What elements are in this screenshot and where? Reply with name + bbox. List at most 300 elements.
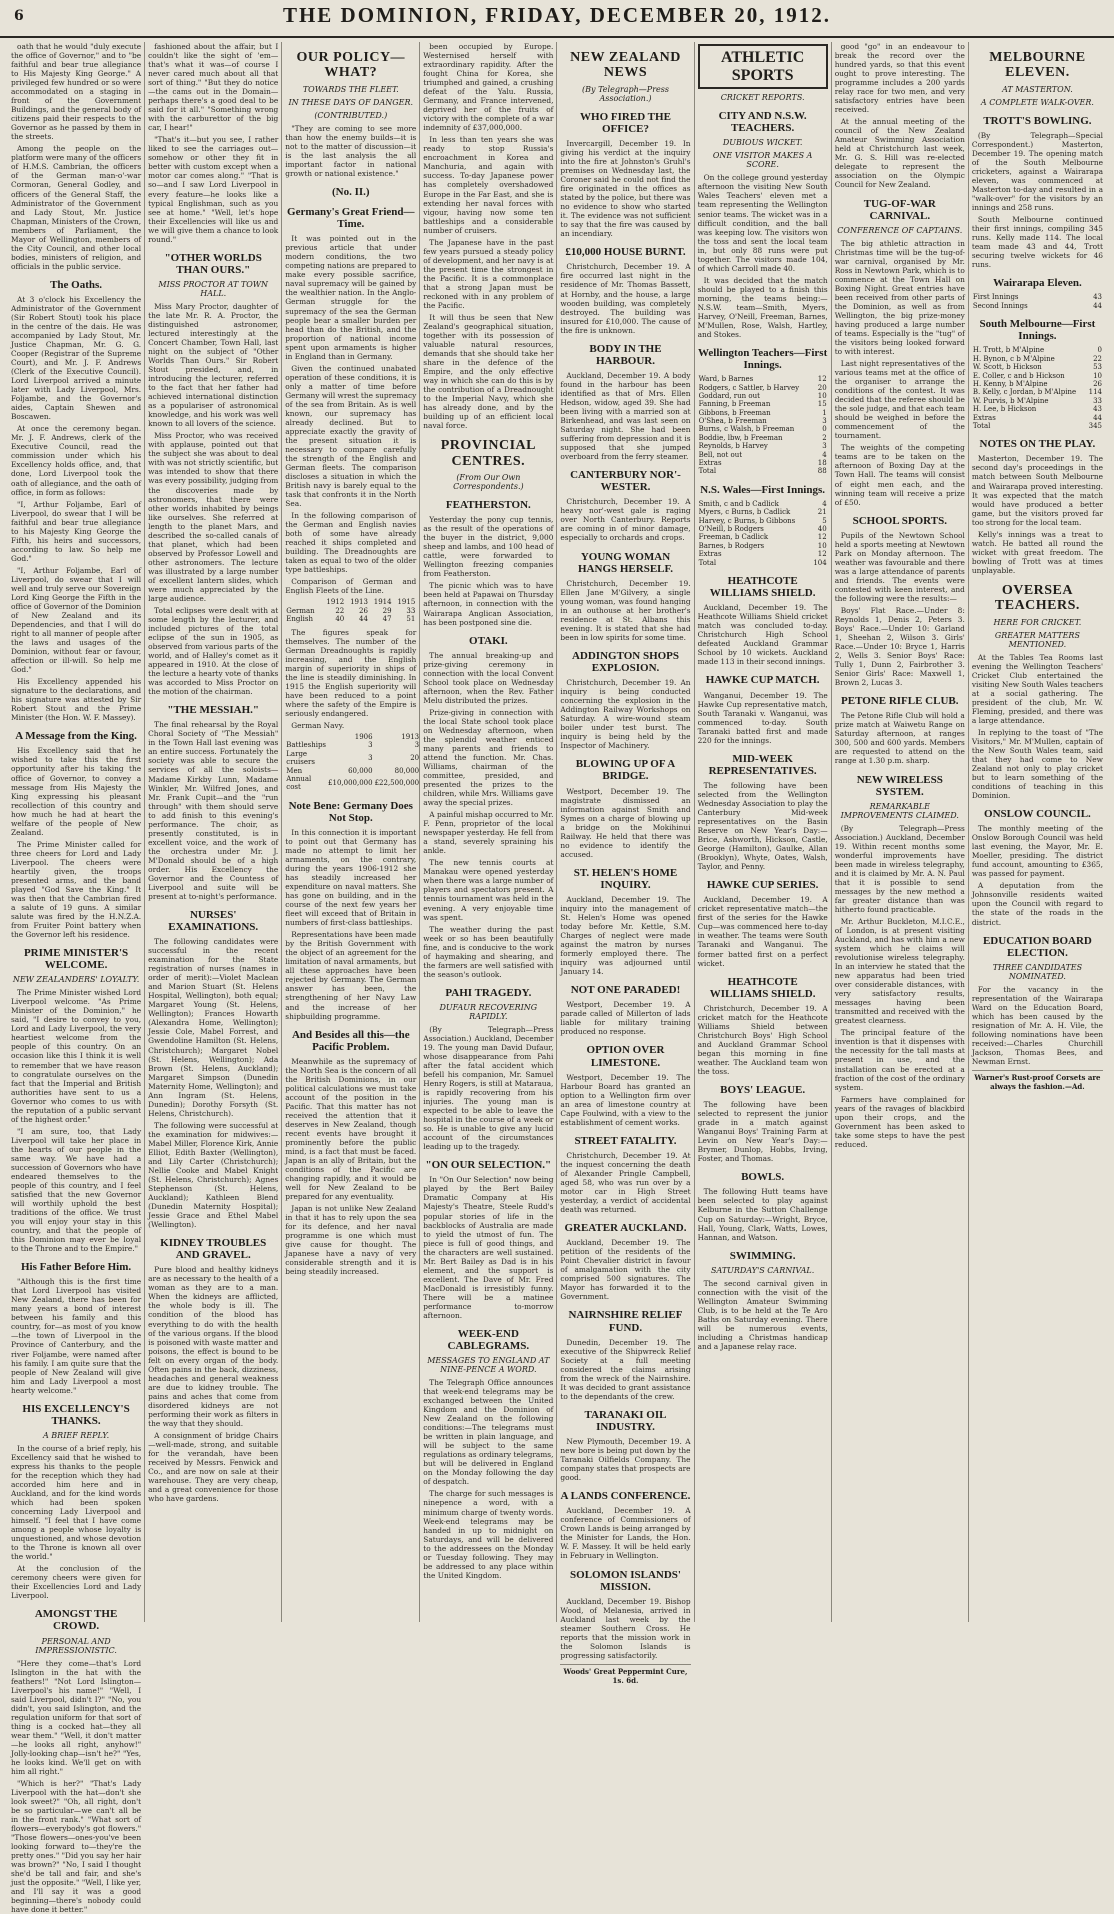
article-paragraph: A deputation from the Johnsonville residents waited upon the Council with regard to the state of the roads in the district. [971,881,1103,927]
article-paragraph: Japan is not unlike New Zealand in that it has to rely upon the sea for its defence, and her naval programme is one which must give cause for thought. The Japanese have a navy of very considerable strength and it is being steadily increased. [285,1204,417,1277]
table-cell: 43 [1093,405,1102,414]
headline: Wellington Teachers—First Innings. [698,346,828,372]
subheadline: REMARKABLE IMPROVEMENTS CLAIMED. [840,801,959,820]
article-paragraph: "Here they come—that's Lord Islington in the hat with the feathers!" "Not Lord Islington—Liverpool's his name!" "Well, I said Liverpool, didn't I?" "No, you didn't, you said Islington, and the regulation uniform for that sort of thing is a cocked hat—they all wear them." "Well, it don't matter—he looks all right, anyhow!" Jolly-looking chap—isn't he?" "Yes, he looks kind. We'll get on with him all right." [11,1658,142,1776]
table-row [285,615,416,623]
subheadline: TOWARDS THE FLEET. [302,84,399,94]
table-cell: 1914 [373,598,392,607]
table-row [972,405,1103,413]
article-paragraph: For the vacancy in the representation of the Wairarapa Ward on the Education Board, which has been caused by the resignation of Mr. A. H. Vile, the following nominations have been received:—Charles Churchill Jackson, Thomas Bees, and Newman Ernst. [971,984,1103,1066]
table-cell: Total [972,421,991,430]
table-row [698,392,828,400]
table-cell: £22,500,000 [374,779,420,788]
article-paragraph: The new tennis courts at Manakau were opened yesterday when there was a large number of players and spectators present. A tennis tournament was held in the evening. A very enjoyable time was spent. [423,858,554,922]
headline: Germany's Great Friend—Time. [287,206,415,231]
table-cell: 88 [817,467,827,476]
table-cell: German [286,606,315,615]
table-cell: 3 [822,417,827,426]
article-paragraph: It will thus be seen that New Zealand's geographical situation, together with its possession of valuable natural resources, demands that she should take her share in the defence of the Empire, and the only effective way in which she can do this is by the contribution of a Dreadnought to the Imperial Navy, which she has already done, and by the building up of an efficient local naval force. [423,312,554,431]
table-cell: 4 [822,450,827,459]
article-paragraph: The big athletic attraction in Christmas time will be the tug-of-war carnival, organised by Mr. Ross in Newtown Park, which is to commence at the Town Hall on Boxing Night. Great entries have been received from other parts of the Dominion, as well as from Wellington, the big prize-money having produced a large number of teams. Especially is the "tug" of the visitors being looked forward to with interest. [834,238,965,357]
article-paragraph: "Although this is the first time that Lord Liverpool has visited New Zealand, there has been for many years a bond of interest between his family and this country, for—as most of you know—the town of Liverpool in the Province of Canterbury, and the river Foljambe, were named after his family. I am quite sure that the people of New Zealand will give him and Lady Liverpool a most hearty welcome." [11,1277,142,1395]
article-paragraph: Last night representatives of the various teams met at the office of the organiser to arrange the conditions of the contest. It was decided that the referee should be the sole judge, and that each team should be weighed in before the commencement of the tournament. [834,359,965,441]
article-paragraph: In the course of a brief reply, his Excellency said that he wished to express his thanks to the people for the reception which they had accorded him here and in Auckland, and for the kind words which had been spoken concerning Lady Liverpool and himself. "I feel that I have come among a people whose loyalty is unquestioned, and whose devotion to the Throne is known all over the world." [11,1443,142,1562]
table-row [698,500,828,508]
table-row [698,508,828,516]
table-cell: 114 [1088,388,1102,397]
table-row [698,542,828,550]
table-cell: Fanning, b Freeman [698,400,771,409]
table-cell: 22 [335,606,345,615]
column-5 [557,42,694,1685]
headline: £10,000 HOUSE BURNT. [565,246,686,259]
article-paragraph: In this connection it is important to point out that Germany has made no attempt to limit her armaments, on the contrary, during the years 1906-1912 she has steadily increased her expenditure on naval matters. She has gone on building, and in the course of the next few years her fleet will exceed that of Britain in numbers of first-class battleships. [285,827,417,928]
headline: "OTHER WORLDS THAN OURS." [164,251,262,276]
table-cell: 3 [414,741,420,750]
table-cell: 12 [817,533,827,542]
table-cell: 10 [817,391,827,400]
article-paragraph: Total eclipses were dealt with at some length by the lecturer, and included pictures of the total eclipse of the sun in 1905, as observed from various parts of the world, and of Halley's comet as it appeared in 1910. At the close of the lecture a hearty vote of thanks was accorded to Miss Proctor on the motion of the chairman. [148,605,279,697]
article-paragraph: "I am sure, too, that Lady Liverpool will take her place in the hearts of our people in the same way. We have had a succession of Governors who have endeared themselves to the people of this country, and I feel satisfied that the new Governor will worthily uphold the best traditions of the office. We trust you will enjoy your stay in this country, and that the people of this Dominion may ever be loyal to the Throne and to the Empire." [11,1126,142,1254]
headline: STREET FATALITY. [574,1134,677,1147]
table-cell: Bell, not out [698,450,743,459]
table-cell: 12 [817,550,827,559]
table-row [698,375,828,383]
table-cell: 2 [822,433,827,442]
article-paragraph: The Japanese have in the past few years pursued a steady policy of development, and her navy is at the present time the strongest in the Pacific. It is a commonplace that a strong Japan must be reckoned with in any problem of the Pacific. [423,237,554,310]
headline: HIS EXCELLENCY'S THANKS. [22,1402,130,1427]
advertisement: Woods' Great Peppermint Cure, 1s. 6d. [560,1664,690,1685]
article-paragraph: South Melbourne continued their first innings, compiling 345 runs. Kelly made 114. The local team made 43 and 44, Trott securing twelve wickets for 46 runs. [971,215,1103,270]
headline: OTAKI. [469,634,508,647]
subheadline: MISS PROCTOR AT TOWN HALL. [158,279,269,298]
article-paragraph: Westport, December 19. The Harbour Board has granted an option to a Wellington firm over an area of limestone country at Cape Foulwind, with a view to the establishment of cement works. [560,1072,691,1127]
table-row [972,422,1103,430]
article-paragraph: "I, Arthur Foljambe, Earl of Liverpool, do swear that I will be faithful and bear true allegiance to his Majesty King George the Fifth, his heirs and successors, according to law. So help me God." [11,499,142,563]
table-row [285,750,420,767]
headline: WHO FIRED THE OFFICE? [580,110,671,135]
page-number: 6 [14,8,24,24]
table-row [972,302,1103,310]
article-paragraph: The figures speak for themselves. The number of the German Dreadnoughts is rapidly increasing, and the English margin of superiority in ships of the line is steadily diminishing. In 1915 the English superiority will have been reduced to a point where the safety of the Empire is seriously endangered. [285,627,417,718]
table-cell: Freeman, b Cadlick [698,533,769,542]
table-cell: B. Kelly, c Jordan, b M'Alpine [972,388,1077,397]
headline: GREATER AUCKLAND. [564,1222,687,1235]
article-paragraph: At once the ceremony began. Mr. J. F. Andrews, clerk of the Executive Council, read the commission under which his Excellency holds office, and, that done, Lord Liverpool took the oath of allegiance, and the oath of office, in form as follows: [11,424,142,497]
headline: TARANAKI OIL INDUSTRY. [584,1408,667,1433]
headline: MID-WEEK REPRESENTATIVES. [708,752,817,777]
headline: WEEK-END CABLEGRAMS. [447,1327,530,1352]
headline: A LANDS CONFERENCE. [560,1490,691,1503]
article-paragraph: In "On Our Selection" now being played by the Bert Bailey Dramatic Company at His Majesty's Theatre, Steele Rudd's popular stories of life in the backblocks of Australia are made to yield the utmost of fun. The piece is full of good things, and the characters are well sustained. Mr. Bert Bailey as Dad is in his element, and the support is excellent. The Dave of Mr. Fred MacDonald is irresistibly funny. There will be a matinee performance to-morrow afternoon. [423,1175,554,1320]
table-cell: Reynolds, b Harvey [698,442,768,451]
article-paragraph: Boys' Flat Race.—Under 8: Reynolds 1, Denis 2, Peters 3. Boys' Race.—Under 10: Garland 1, Sheehan 2, Wilson 3. Girls' Race.—Under 10: Bryce 1, Harris 2, Wells 3. Senior Boys' Race: Tully 1, Dunn 2, Fairbrother 3. Senior Girls' Race: Maxwell 1, Brown 2, Lucas 3. [834,605,965,688]
table-cell: 26 [359,606,368,615]
headline: SOLOMON ISLANDS' MISSION. [570,1568,681,1593]
article-columns [8,42,1106,1914]
table-cell: £10,000,000 [328,779,373,788]
table-cell: Extras [698,459,722,468]
headline: AMONGST THE CROWD. [34,1608,118,1633]
headline: South Melbourne—First Innings. [979,318,1096,343]
article-paragraph: His Excellency said that he wished to take this the first opportunity after his taking the office of Governor, to convey a message from His Majesty the King expressing his pleasant recollection of this country and how much he had at heart the welfare of the people of New Zealand. [11,746,142,837]
subheadline: CONFERENCE OF CAPTAINS. [837,225,963,235]
table-cell: 0 [822,425,827,434]
table-row [698,559,828,567]
article-paragraph: "That's it—but you see, I rather liked to see the carriages out—somehow or other they fit in better with custom except when a motor car comes along." "That is so—and I saw Lord Liverpool in every feature—he looks like a typical Englishman, such as you see at home." "Well, let's hope their Excellencies will like us and we will give them a chance to look round." [148,135,279,244]
article-paragraph: New Plymouth, December 19. A new bore is being put down by the Taranaki Oilfields Company. The company states that prospects are good. [560,1437,691,1483]
headline: BOYS' LEAGUE. [720,1084,806,1096]
article-paragraph: Dunedin, December 19. The executive of the Shipwreck Relief Society at a full meeting considered the claims arising from the wreck of the Nairnshire. It was decided to grant assistance to the dependants of the crew. [560,1337,691,1401]
article-paragraph: Auckland, December 19. Bishop Wood, of Melanesia, arrived in Auckland last week by the steamer Southern Cross. He reports that the mission work in the Solomon Islands is progressing satisfactorily. [560,1596,691,1660]
article-paragraph: Auckland, December 19. The inquiry into the management of St. Helen's Home was opened today before Mr. Kettle, S.M. Charges of neglect were made against the matron by nurses formerly employed there. The inquiry was adjourned until January 14. [560,894,691,977]
article-paragraph: (By Telegraph—Special Correspondent.) Masterton, December 19. The opening match of the South Melbourne cricketers, against a Wairarapa eleven, was commenced at Masterton to-day and resulted in a "walk-over" for the visitors by an innings and 258 runs. [971,130,1103,213]
headline: TUG-OF-WAR CARNIVAL. [863,197,936,222]
table-cell: 51 [406,615,416,624]
article-paragraph: Christchurch, December 19. A fire occurred last night in the residence of Mr. Thomas Bassett, at Hornby, and the house, a large wooden building, was completely destroyed. The building was insured for £10,000. The cause of the fire is unknown. [560,262,691,335]
table-cell: 10 [1093,371,1102,380]
table-cell [285,598,321,606]
table-cell: Ward, b Barnes [698,375,754,384]
table-cell: E. Coller, c and b Hickson [972,371,1065,380]
table-row [698,442,828,450]
headline: KIDNEY TROUBLES AND GRAVEL. [160,1237,267,1262]
headline: PRIME MINISTER'S WELCOME. [23,947,129,972]
table-cell: Battleships [286,741,327,750]
article-paragraph: The following have been selected to represent the junior grade in a match against Wanganui Boys' Training Farm at Levin on New Year's Day:—Brymer, Dunlop, Hobbs, Irving, Foster, and Thomas. [697,1100,828,1164]
table-cell: 3 [368,753,373,762]
headline: OVERSEA TEACHERS. [994,582,1080,614]
table-cell: 40 [335,615,345,624]
table-cell: 15 [817,400,827,409]
article-paragraph: (By Telegraph—Press Association.) Auckland, December 19. Within recent months some wonderful improvements have been made in wireless telegraphy, and it is claimed by Mr. A. N. Paul that it is possible to send messages by the new method a far greater distance than was hitherto found practicable. [834,823,965,914]
table-cell: 44 [1093,301,1102,310]
table-cell: H. Trott, b M'Alpine [972,346,1045,355]
article-paragraph: The following candidates were successful in the recent examination for the State registration of nurses (names in order of merit):—Violet Maclean and Marion Stuart (St. Helens Hospital, Wellington), both equal; Margaret Young (St. Helens, Wellington); Frances Howarth (Alexandra Home, Wellington); Jessie Cole, Mabel Forrest, and Gwendoline Hamilton (St. Helens, Christchurch); Margaret Nobel (St. Helens, Wellington); Ada Brown (St. Helens, Auckland); Margaret Simpson (Dunedin Maternity Home, Wellington); and Ann Ingram (St. Helens, Dunedin); Dorothy Forsyth (St. Helens, Christchurch). [148,937,279,1118]
headline: "THE MESSIAH." [167,704,260,717]
table-cell: Goddard, run out [698,391,760,400]
table-row [972,363,1103,371]
table-cell: 1913 [350,598,368,607]
table-cell: 60,000 [348,766,373,775]
headline: HEATHCOTE WILLIAMS SHIELD. [709,975,816,1000]
table-cell: English [286,615,313,624]
column-7 [832,42,969,1622]
subheadline: AT MASTERTON. [1002,84,1073,94]
article-paragraph: fashioned about the affair, but I couldn't like the sight of 'em—that's what it was—of course I never cared much about all that sort of thing." "But they do notice—the cams out in the Domain—perhaps there's a good deal to be said for it all." "Something wrong with the carburettor of the big car, I hear!" [148,42,279,133]
headline: PAHI TRAGEDY. [445,986,532,999]
article-paragraph: Christchurch, December 19. A heavy nor'-west gale is raging over North Canterbury. Reports are coming in of minor damage, especially to orchards and crops. [560,497,691,543]
article-paragraph: The charge for such messages is ninepence a word, with a minimum charge of twenty words. Week-end telegrams may be handed in up to midnight on Saturdays, and will be delivered to the addressees on the Monday or Tuesday following. They may be addressed to any place within the United Kingdom. [423,1489,554,1580]
article-paragraph: His Excellency appended his signature to the declarations, and his signature was attested by Sir Robert Stout and the Prime Minister (the Hon. W. F. Massey). [11,677,142,723]
article-paragraph: Miss Mary Proctor, daughter of the late Mr. R. A. Proctor, the distinguished astronomer, lectured interestingly at the Concert Chamber, Town Hall, last night on the subject of "Other Worlds Than Ours." Sir Robert Stout presided, and, in introducing the lecturer, referred to the fact that her father had achieved international distinction as a populariser of astronomical knowledge, and his work was well known to all lovers of the science. [148,301,279,429]
table-row [285,598,416,606]
subheadline: NEW ZEALANDERS' LOYALTY. [12,975,140,985]
article-paragraph: The weather during the past week or so has been beautifully fine, and is conducive to the work of haymaking and shearing, and the farmers are well satisfied with the season's outlook. [423,924,554,979]
article-paragraph: The principal feature of the invention is that it dispenses with the necessity for the tall masts at present in use, and the installation can be erected at a fraction of the cost of the ordinary system. [834,1028,965,1092]
table-row [698,434,828,442]
headline: N.S. Wales—First Innings. [700,483,826,496]
article-paragraph: Auckland, December 19. The petition of the residents of the Point Chevalier district in favour of amalgamation with the city comprised 500 signatures. The Mayor has forwarded it to the Government. [560,1238,691,1302]
table-cell: H. Kenny, b M'Alpine [972,379,1048,388]
article-paragraph: The monthly meeting of the Onslow Borough Council was held last evening, the Mayor, Mr. E. Moeller, presiding. The district fund account, amounting to £365, was passed for payment. [971,824,1103,879]
table-cell: Smith, c and b Cadlick [698,499,779,508]
headline: HAWKE CUP SERIES. [706,879,819,892]
masthead-title: THE DOMINION, FRIDAY, DECEMBER 20, 1912. [282,3,832,27]
headline: BODY IN THE HARBOUR. [589,342,662,367]
article-paragraph: The final rehearsal by the Royal Choral Society of "The Messiah" in the Town Hall last evening was an entire success. Fortunately the society was able to secure the services of all the soloists—Madame Kirkby Lunn, Madame Winkler, Mr. Wilfred Jones, and Mr. Frank Cupit—and the "run through" with them should serve to add finish to this evening's performance. The choir, as presently constituted, is in excellent voice, and the work of the orchestra under Mr. J. M'Donald should be of a high order. His Excellency the Governor and the Countess of Liverpool and suite will be present at to-night's performance. [148,720,279,901]
headline: NOTES ON THE PLAY. [979,438,1096,451]
headline: CANTERBURY NOR'-WESTER. [570,469,681,494]
table-cell: 5 [822,516,827,525]
table-cell: Myers, c Burns, b Cadlick [698,508,791,517]
article-paragraph: German Navy. [291,720,345,730]
table-cell: 80,000 [394,766,420,775]
table-cell: 1915 [397,598,416,607]
table-cell: Barnes, b Rodgers [698,541,765,550]
article-paragraph: "I, Arthur Foljambe, Earl of Liverpool, do swear that I will well and truly serve our Sovereign Lord King George the Fifth in the office of Governor of the Dominion of New Zealand and its Dependencies, and that I will do right to all manner of people after the laws and usages of the Dominion, without fear or favour, affection or ill-will. So help me God." [11,565,142,675]
table-cell: Burns, c Walsh, b Freeman [698,425,795,434]
table-cell: 3 [822,442,827,451]
column-8 [969,42,1106,1622]
table-cell: Total [698,467,717,476]
subheadline: IN THESE DAYS OF DANGER. [288,97,414,107]
article-paragraph: Christchurch, December 19. A cricket match for the Heathcote Williams Shield between Christchurch Boys' High School and Auckland Grammar School began this morning in fine weather. The Auckland team won the toss. [697,1003,828,1076]
headline: FEATHERSTON. [445,499,531,512]
table-cell: O'Neill, b Rodgers [698,525,764,534]
article-paragraph: good "go" in an endeavour to break the record over the hundred yards, so that this event ought to prove interesting. The programme includes a 200 yards relay race for two men, and very satisfactory entries have been received. [834,42,965,115]
score-table [972,346,1103,430]
table-row [972,414,1103,422]
article-paragraph: In replying to the toast of "The Visitors," Mr. M'Mullen, captain of the New South Wales team, said that they had come to New Zealand not only to play cricket but to learn something of the conditions of teaching in this Dominion. [971,727,1103,801]
headline: TROTT'S BOWLING. [983,114,1092,127]
article-paragraph: Invercargill, December 19. In giving his verdict at the inquiry into the fire at Johnston's Gruhl's premises on Wednesday last, the Coroner said he could not find the fire originated in the offices as stated by the police, but there was no evidence to show who started it. The evidence was not sufficient to say that the fire was caused by an incendiary. [560,138,691,239]
headline: HEATHCOTE WILLIAMS SHIELD. [709,575,816,600]
table-row [698,517,828,525]
article-paragraph: Kelly's innings was a treat to watch. He batted all round the wicket with great freedom. The bowling of Trott was at times unplayable. [971,529,1103,575]
article-paragraph: Pupils of the Newtown School held a sports meeting at Newtown Park on Monday afternoon. The weather was favourable and there was a large attendance of parents and friends. The events were contested with keen interest, and the following were the results:— [834,530,965,603]
headline: OUR POLICY—WHAT? [296,50,406,81]
table-cell: 21 [817,508,827,517]
table-cell: 40 [817,525,827,534]
table-row [698,417,828,425]
headline: NEW WIRELESS SYSTEM. [856,773,943,798]
table-cell: Boddie, lbw, b Freeman [698,433,783,442]
table-row [972,346,1103,354]
article-paragraph: The second carnival given in connection with the visit of the Wellington Amateur Swimming Club, is to be held at the Te Aro Baths on Saturday evening. There will be numerous events, including a Christmas handicap and a Japanese relay race. [697,1278,828,1351]
table-row [972,355,1103,363]
headline: Wairarapa Eleven. [993,277,1082,290]
headline: And Besides all this—the Pacific Problem. [291,1028,410,1053]
article-paragraph: (By Telegraph—Press Association.) Auckland, December 19. The young man David Dufaur, whose disappearance from Pahi after the fatal accident which befell his companion, Mr. Samuel Henry Rogers, is still at Mataraua, is rapidly recovering from his injuries. The young man is expected to be able to leave the hospital in the course of a week or so. He is unable to give any lucid account of the circumstances leading up to the tragedy. [423,1024,554,1152]
subheadline: A BRIEF REPLY. [42,1430,110,1440]
column-6 [695,42,832,1622]
table-cell: 4 [822,499,827,508]
headline: NAIRNSHIRE RELIEF FUND. [568,1309,683,1334]
column-2 [145,42,282,1622]
table-cell: Second Innings [972,301,1028,310]
article-paragraph: "They are coming to see more than how the enemy builds—it is not to the matter of discussion—it is the last analysis the all important factor in national growth or national existence." [285,123,417,178]
table-cell: 26 [1093,379,1102,388]
article-paragraph: At 3 o'clock his Excellency the Administrator of the Government (Sir Robert Stout) took his place in the centre of the dais. He was accompanied by Lady Stout, Mr. Justice Chapman, Mr. G. G. Cooper (Registrar of the Supreme Court), and Mr. J. F. Andrews (Clerk of the Executive Council). Lord Liverpool arrived a minute later with Lady Liverpool, Mrs. Foljambe, and the Governor's aides, Captain Shewen and Boscawen. [11,294,142,422]
score-table [285,598,416,623]
subheadline: DUBIOUS WICKET. [722,138,803,148]
article-paragraph: The following Hutt teams have been selected to play against Kelburne in the Sutton Challenge Cup on Saturday:—Wright, Bryce, Hall, Young, Clark, Watts, Lowes, Hannan, and Watson. [697,1187,828,1242]
article-paragraph: Given the continued unabated operation of these conditions, it is only a matter of time before Germany will wrest the supremacy of the sea from Britain. As is well known, our supremacy has already declined. But to appreciate exactly the gravity of the present situation it is necessary to compare carefully the strength of the English and German fleets. The comparison discloses a situation in which the British navy is barely equal to the task that confronts it in the North Sea. [285,363,417,509]
table-row [285,775,420,792]
table-cell: 104 [813,558,827,567]
article-paragraph: Christchurch, December 19. At the inquest concerning the death of Alexander Pringle Campbell, aged 58, who was run over by a motor car in High Street yesterday, a verdict of accidental death was returned. [560,1150,691,1215]
article-paragraph: Representations have been made by the British Government with the object of an agreement for the limitation of naval armaments, but all these approaches have been rejected by Germany. The German answer has been, the strengthening of her Navy Law and the increase of her shipbuilding programme. [285,930,417,1021]
article-paragraph: The Prime Minister wished Lord Liverpool welcome. "As Prime Minister of the Dominion," he said, "I desire to convey to you, Lord and Lady Liverpool, the very heartiest welcome from the people of this country. On an occasion like this I think it is well to remember that we have reason to congratulate ourselves on the fact that the Imperial and British authorities have sent to us a Governor who comes to us with the reputation of a public servant of the highest order." [11,988,142,1124]
article-paragraph: Among the people on the platform were many of the officers of H.M.S. Cambrian, the officers of the German man-o'-war Cormoran, General Godley, and officers of the General Staff, the Administrator of the Government and Lady Stout, Mr. Justice Chapman, Ministers of the Crown, members of Parliament, the Mayor of Wellington, members of the City Council, and other local bodies, ministers of religion, and officials in the public service. [11,144,142,271]
article-paragraph: The Petone Rifle Club will hold a prize match at Waiwetu Range on Saturday afternoon, at ranges 300, 500 and 600 yards. Members are requested to attend on the range at 1.30 p.m. sharp. [834,711,965,766]
table-row [285,607,416,615]
headline: A Message from the King. [15,730,137,743]
table-cell: Men [286,766,303,775]
subheadline: DUFAUR RECOVERING RAPIDLY. [439,1002,538,1021]
table-cell [285,733,327,741]
table-cell: W. Scott, b Hickson [972,363,1042,372]
article-paragraph: The following were successful at the examination for midwives:—Mabel Miller, Florence Kirk, Annie Elliot, Edith Baxter (Wellington), and Lily Carter (Christchurch); Nellie Cooke and Mabel Knight (St. Helens, Christchurch); Agnes Stephenson (St. Helens, Auckland); Kathleen Blend (Dunedin Maternity Hospital); Jessie Grace and Ethel Mabel (Wellington). [148,1120,279,1230]
table-row [972,293,1103,301]
headline: ONSLOW COUNCIL. [984,808,1091,821]
column-4 [420,42,557,1622]
table-cell: 22 [1093,354,1102,363]
article-paragraph: The Prime Minister called for three cheers for Lord and Lady Liverpool. The cheers were heartily given, the troops presented arms, and the band played "God Save the King." It was then that the Cambrian fired a salute of 19 guns. A similar salute was fired by the H.N.Z.A. from Fruiter Point battery when the Governor left his residence. [11,839,142,940]
table-cell: 18 [817,459,827,468]
subheadline: GREATER MATTERS MENTIONED. [994,630,1080,649]
masthead [0,0,1114,38]
table-row [972,380,1103,388]
headline: HAWKE CUP MATCH. [705,674,820,687]
article-paragraph: Meanwhile as the supremacy of the North Sea is the concern of all the British Dominions, in our political calculations we must take account of the position in the Pacific. That this matter has not received the attention that it deserves in New Zealand, though recent events have brought it prominently before the public mind, is a fact that must be faced. Japan is an ally of Britain, but the conditions of the Pacific are changing rapidly, and it would be well for New Zealand to be prepared for any eventuality. [285,1056,417,1202]
article-paragraph: Christchurch, December 19. Ellen Jane M'Gilvery, a single young woman, was found hanging in an outhouse at her brother's residence at St. Albans this evening. It is stated that she had been in low spirits for some time. [560,578,691,642]
table-row [972,372,1103,380]
headline: OPTION OVER LIMESTONE. [586,1044,665,1069]
advertisement: Warner's Rust-proof Corsets are always the fashion.—Ad. [972,1070,1103,1091]
subheadline: (From Our Own Correspondents.) [453,473,524,492]
article-paragraph: Farmers have complained for years of the ravages of blackbird upon their crops, and the Government has been asked to take some steps to have the pest reduced. [834,1094,965,1149]
headline: BOWLS. [741,1171,785,1184]
score-table [972,293,1103,310]
article-paragraph: It was pointed out in the previous article that under modern conditions, the two competing nations are prepared to make every possible sacrifice, naval supremacy will be gained by the wealthier nation. In the Anglo-German struggle for the supremacy of the sea the German people bear a smaller burden per head than do the British, and the proportion of national income spent upon armaments is higher in England than in Germany. [285,234,417,361]
table-cell: Total [698,558,717,567]
table-cell: W. Purvis, b M'Alpine [972,396,1049,405]
table-cell: H. Bynon, c b M'Alpine [972,354,1055,363]
article-paragraph: Auckland, December 19. The Heathcote Williams Shield cricket match was concluded to-day. Christchurch High School defeated Auckland Grammar School by 10 wickets. Auckland made 113 in their second innings. [697,603,828,667]
headline: NEW ZEALAND NEWS [570,50,681,81]
table-row [698,467,828,475]
article-paragraph: Comparison of German and English Fleets of the Line. [285,577,417,596]
headline: NOT ONE PARADED! [570,984,681,997]
article-paragraph: At the Tables Tea Rooms last evening the Wellington Teachers' Cricket Club entertained the visiting New South Wales teachers at a social gathering. The president of the club, Mr. W. Fleming, presided, and there was a large attendance. [971,652,1103,725]
article-paragraph: Christchurch, December 19. An inquiry is being conducted concerning the explosion in the Addington Railway Workshops on Saturday. A wire-wound steam boiler under test burst. The inquiry is being held by the Inspector of Machinery. [560,678,691,751]
headline: ADDINGTON SHOPS EXPLOSION. [571,649,680,674]
table-cell: Extras [698,550,722,559]
table-cell: 44 [359,615,368,624]
table-cell: 29 [382,606,392,615]
table-row [698,525,828,533]
article-paragraph: Auckland, December 19. A cricket representative match—the first of the series for the Hawke Cup—was commenced here to-day in weather. The teams were South Taranaki and Wanganui. The former batted first on a perfect wicket. [697,895,828,968]
table-cell: Harvey, c Burns, b Gibbons [698,516,796,525]
article-paragraph: Westport, December 19. The magistrate dismissed an information against Smith and Symes on a charge of blowing up a bridge on the Mokihinui Railway. He held that there was no evidence to identify the accused. [560,786,691,859]
headline: ST. HELEN'S HOME INQUIRY. [573,866,678,891]
article-paragraph: The weights of the competing teams are to be taken on the afternoon of Boxing Day at the Town Hall. The teams will consist of eight men each, and the winning team will receive a prize of £50. [834,443,965,507]
headline: Note Bene: Germany Does Not Stop. [288,799,413,824]
headline: (No. II.) [331,185,370,198]
headline: CITY AND N.S.W. TEACHERS. [718,110,807,135]
article-paragraph: On the college ground yesterday afternoon the visiting New South Wales Teachers' eleven met a team representing the Wellington senior teams. The wicket was in a difficult condition, and the ball was keeping low. The visitors won the toss and sent the local team in, but only 88 runs were put together. The visitors made 104, of which Carroll made 40. [697,173,828,273]
article-paragraph: The following have been selected from the Wellington Wednesday Association to play the Canterbury Mid-week representatives on the Basin Reserve on New Year's Day:—Brice, Ashworth, Hickson, Castle, George (Hamilton), Gaulke, Allan (Brooklyn), Whyte, Oates, Walsh, Taylor, and Penny. [697,780,828,872]
article-paragraph: The annual breaking-up and prize-giving ceremony in connection with the local Convent School took place on Wednesday afternoon, when the Rev. Father Melu distributed the prizes. [423,650,554,705]
table-row [698,459,828,467]
table-cell: Extras [972,413,996,422]
subheadline: SATURDAY'S CARNIVAL. [711,1265,815,1275]
table-cell: O'Shea, b Freeman [698,417,767,426]
table-cell: First Innings [972,293,1019,302]
table-cell: 1912 [326,598,345,607]
table-row [285,767,420,775]
table-row [285,741,420,749]
article-paragraph: The Telegraph Office announces that week-end telegrams may be exchanged between the United Kingdom and the Dominion of New Zealand on the following conditions:—The telegrams must be written in plain language, and will be subject to the same regulations as ordinary telegrams, but will be delivered in England on the Monday following the day of despatch. [423,1378,554,1487]
article-paragraph: At the conclusion of the ceremony cheers were given for their Excellencies Lord and Lady Liverpool. [11,1564,142,1601]
table-cell: 3 [368,741,373,750]
headline: SCHOOL SPORTS. [852,514,947,527]
table-row [972,397,1103,405]
score-table [698,375,828,476]
headline: The Oaths. [50,278,103,291]
headline: BLOWING UP OF A BRIDGE. [575,758,676,783]
subheadline: CRICKET REPORTS. [720,93,805,103]
article-paragraph: Auckland, December 19. A conference of Commissioners of Crown Lands is being arranged by the Minister for Lands, the Hon. W. F. Massey. It will be held early in February in Wellington. [560,1506,691,1561]
table-cell: Annual cost [286,774,312,792]
article-paragraph: Wanganui, December 19. The Hawke Cup representative match, South Taranaki v. Wanganui, was commenced to-day. South Taranaki batted first and made 220 for the innings. [697,690,828,745]
table-cell: 43 [1093,293,1102,302]
table-cell: 33 [1093,396,1102,405]
subheadline: THREE CANDIDATES NOMINATED. [992,962,1083,981]
table-cell: H. Lee, b Hickson [972,405,1037,414]
table-cell: Gibbons, b Freeman [698,408,771,417]
table-row [698,550,828,558]
article-paragraph: been occupied by Europe. Westernised herself with extraordinary rapidity. After the fought China for Korea, she triumphed and gained, a crushing defeat of the Yalu. Russia, Germany, and France intervened, deprived her of the fruits of victory with the complete of a war indemnity of £37,000,000. [423,42,554,133]
article-paragraph: It was decided that the match should be played to a finish this morning, the teams being:—N.S.W. team—Smith, Myers, Harvey, O'Neill, Freeman, Barnes, M'Mullen, Rose, Walsh, Hartley, and Stokes. [697,275,828,339]
article-paragraph: Westport, December 19. A parade called of Millerton of lads liable for military training produced no response. [560,1000,691,1037]
table-row [698,425,828,433]
subheadline: (CONTRIBUTED.) [314,110,388,120]
article-paragraph: The picnic which was to have been held at Papawai on Thursday afternoon, in connection with the Wairarapa Anglican Association, has been postponed sine die. [423,581,554,627]
table-cell: 20 [410,753,420,762]
article-paragraph: A painful mishap occurred to Mr. F. Penn, proprietor of the local newspaper yesterday. He fell from a stand, severely spraining his ankle. [423,810,554,856]
article-paragraph: Prize-giving in connection with the local State school took place on Wednesday afternoon, when the splendid weather enticed many parents and friends to attend the function. Mr. Chas. Williams, chairman of the committee, presided, and presented the prizes to the children, while Mrs. Williams gave away the special prizes. [423,707,554,808]
table-row [698,400,828,408]
table-row [972,388,1103,396]
subheadline: MESSAGES TO ENGLAND AT NINE-PENCE A WORD. [427,1356,550,1375]
table-cell: 47 [382,615,392,624]
article-paragraph: Miss Proctor, who was received with applause, pointed out that the subject she was about to deal with was not strictly scientific, but was intended to show that there was every possibility, judging from the discoveries made by astronomers, that there were other worlds inhabited by beings like ourselves. She referred at length to the planet Mars, and described the so-called canals of that planet, which had been observed by Professor Lowell and other astronomers. The lecture was illustrated by a large number of excellent lantern slides, which were much appreciated by the large audience. [148,431,279,603]
headline: NURSES' EXAMINATIONS. [168,908,259,934]
subheadline: A COMPLETE WALK-OVER. [980,97,1094,107]
table-row [698,409,828,417]
subheadline: ONE VISITOR MAKES A SCORE. [712,151,813,170]
table-cell: 53 [1093,363,1102,372]
table-cell: 12 [817,375,827,384]
table-cell: 33 [406,606,416,615]
score-table [698,500,828,567]
table-cell: 10 [817,541,827,550]
article-paragraph: In the following comparison of the German and English navies both of some have already reached it ships completed and building. The Dreadnoughts are taken as equal to two of the older type battleships. [285,511,417,575]
table-cell: Large cruisers [286,749,315,767]
